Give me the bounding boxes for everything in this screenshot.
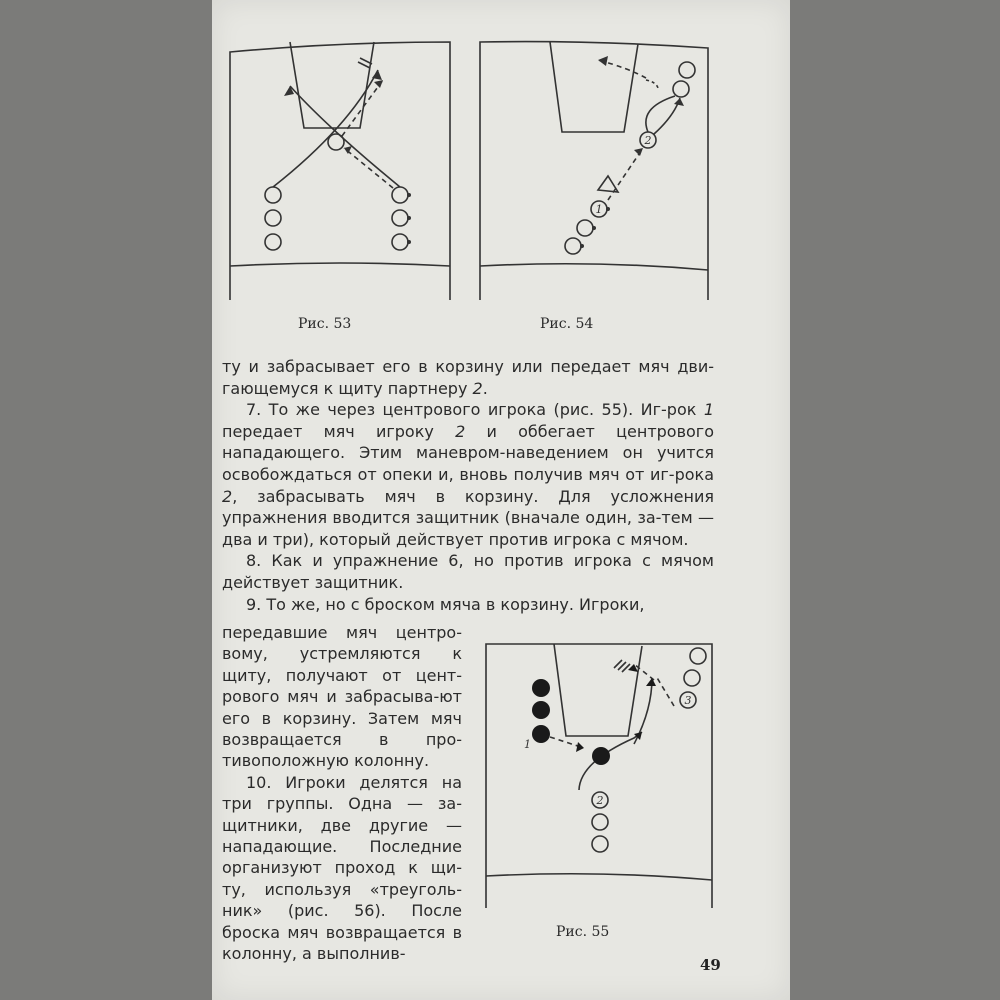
figure-54-caption: Рис. 54 <box>540 316 594 332</box>
main-text <box>222 356 714 615</box>
figure-55-diagram <box>484 640 714 910</box>
paragraph-8: 8. Как и упражнение 6, но против игрока с мячом действует защитник. <box>222 551 714 592</box>
paragraph-9-rest: передавшие мяч центро-вому, устремляются к щиту, получают от цент-рового мяч и забрасыва-ют его в корзину. Затем мяч возвращается в про-тивоположную колонну. <box>222 623 462 771</box>
fig55-player-2-label: 2 <box>596 794 604 807</box>
figure-55-caption: Рис. 55 <box>556 924 610 940</box>
figure-53-caption: Рис. 53 <box>298 316 352 332</box>
text-run: и оббегает центрового нападающего. Этим маневром-наведением он учится освобождаться от опеки и, вновь получив мяч от иг-рока <box>222 421 714 484</box>
narrow-column-text <box>222 622 462 965</box>
text-run: . <box>482 378 488 398</box>
text-run: ту и забрасывает его в корзину или передает мяч дви-гающемуся к щиту партнеру <box>222 357 714 398</box>
paragraph-continuation <box>222 356 714 399</box>
fig55-player-1-label: 1 <box>524 738 531 751</box>
fig54-player-2-label: 2 <box>644 134 652 147</box>
fig54-player-1-label: 1 <box>595 203 603 216</box>
text-run: передает мяч игроку <box>222 421 456 441</box>
fig55-player-3-label: 3 <box>684 694 692 707</box>
text-run-italic: 2 <box>472 378 483 398</box>
paragraph-9-first-line: 9. То же, но с броском мяча в корзину. Игроки, <box>246 594 645 614</box>
figure-55 <box>484 640 714 952</box>
text-run-italic: 1 <box>703 400 714 420</box>
text-run-italic: 2 <box>222 486 233 506</box>
text-run: , забрасывать мяч в корзину. Для усложнения упражнения вводится защитник (вначале один, за-тем — два и три), который действует против игрока с мячом. <box>222 486 714 549</box>
figure-53 <box>228 38 452 332</box>
text-run: 7. То же через центрового игрока (рис. 55). Иг-рок <box>246 400 704 420</box>
paragraph-10: 10. Игроки делятся на три группы. Одна — за-щитники, две другие — нападающие. Последние организуют проход к щи-ту, используя «треуголь-ник» (рис. 56). После броска мяч возвращается в колонну, а выполнив- <box>222 772 462 964</box>
figure-53-diagram <box>228 38 452 308</box>
paragraph-7 <box>222 399 714 550</box>
figure-54 <box>478 38 710 332</box>
text-run-italic: 2 <box>455 421 466 441</box>
figure-54-diagram <box>478 38 710 308</box>
page-number: 49 <box>700 956 721 974</box>
